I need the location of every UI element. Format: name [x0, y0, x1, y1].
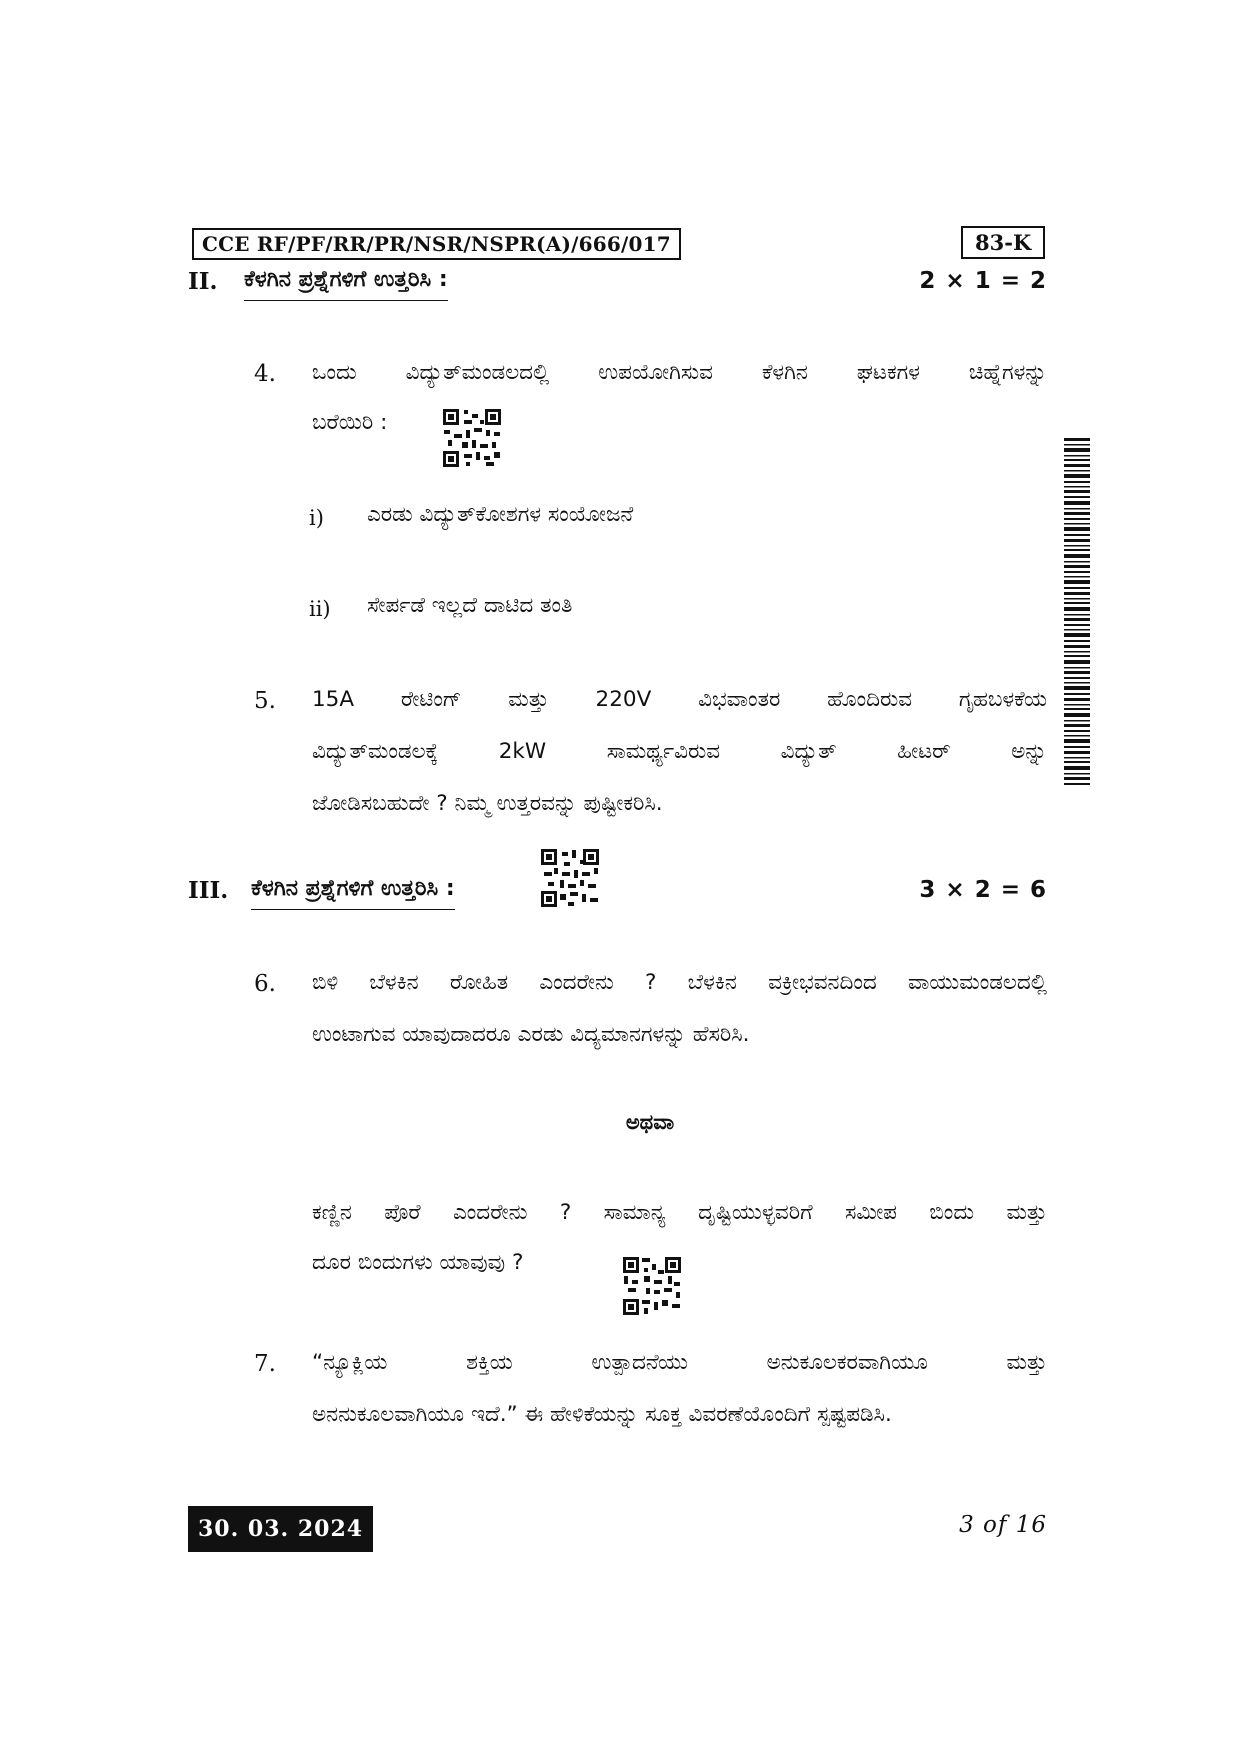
question-text: ಒಂದು ವಿದ್ಯುತ್‌ಮಂಡಲದಲ್ಲಿ ಉಪಯೋಗಿಸುವ ಕೆಳಗಿನ ಘಟಕಗಳ ಚಿಹ್ನೆಗಳನ್ನು — [312, 360, 1047, 385]
question-number: 6. — [254, 971, 276, 997]
question-text: ಜೋಡಿಸಬಹುದೇ ? ನಿಮ್ಮ ಉತ್ತರವನ್ನು ಪುಷ್ಟೀಕರಿಸಿ. — [312, 791, 663, 816]
question-number: 7. — [254, 1351, 276, 1377]
section-title: ಕೆಳಗಿನ ಪ್ರಶ್ನೆಗಳಿಗೆ ಉತ್ತರಿಸಿ : — [244, 267, 448, 301]
sub-question-text: ಸೇರ್ಪಡೆ ಇಲ್ಲದೆ ದಾಟಿದ ತಂತಿ — [367, 593, 573, 618]
question-text: ವಿದ್ಯುತ್‌ಮಂಡಲಕ್ಕೆ 2kW ಸಾಮರ್ಥ್ಯವಿರುವ ವಿದ್ಯುತ್ ಹೀಟರ್ ಅನ್ನು — [312, 739, 1047, 764]
question-text: ಬಿಳಿ ಬೆಳಕಿನ ರೋಹಿತ ಎಂದರೇನು ? ಬೆಳಕಿನ ವಕ್ರೀಭವನದಿಂದ ವಾಯುಮಂಡಲದಲ್ಲಿ — [312, 970, 1047, 995]
barcode-icon — [1064, 438, 1090, 788]
sub-question-text: ಎರಡು ವಿದ್ಯುತ್‌ಕೋಶಗಳ ಸಂಯೋಜನೆ — [367, 502, 634, 527]
qr-code-icon — [540, 848, 600, 908]
question-text: “ನ್ಯೂಕ್ಲಿಯ ಶಕ್ತಿಯ ಉತ್ಪಾದನೆಯು ಅನುಕೂಲಕರವಾಗಿಯೂ ಮತ್ತು — [312, 1350, 1047, 1375]
paper-number: 83-K — [961, 226, 1045, 259]
section-marks: 2 × 1 = 2 — [919, 268, 1047, 294]
question-text: ಅನನುಕೂಲವಾಗಿಯೂ ಇದೆ.” ಈ ಹೇಳಿಕೆಯನ್ನು ಸೂಕ್ತ ವಿವರಣೆಯೊಂದಿಗೆ ಸ್ಪಷ್ಟಪಡಿಸಿ. — [312, 1402, 892, 1427]
question-number: 5. — [254, 688, 276, 714]
sub-question-label: i) — [309, 506, 324, 530]
section-marks: 3 × 2 = 6 — [919, 877, 1047, 903]
question-text: ಉಂಟಾಗುವ ಯಾವುದಾದರೂ ಎರಡು ವಿದ್ಯಮಾನಗಳನ್ನು ಹೆಸರಿಸಿ. — [312, 1022, 750, 1047]
sub-question-label: ii) — [309, 597, 331, 621]
section-number: III. — [188, 877, 229, 904]
qr-code-icon — [622, 1256, 682, 1316]
question-text: ಕಣ್ಣಿನ ಪೊರೆ ಎಂದರೇನು ? ಸಾಮಾನ್ಯ ದೃಷ್ಟಿಯುಳ್ಳವರಿಗೆ ಸಮೀಪ ಬಿಂದು ಮತ್ತು — [312, 1200, 1047, 1225]
question-text: 15A ರೇಟಿಂಗ್ ಮತ್ತು 220V ವಿಭವಾಂತರ ಹೊಂದಿರುವ ಗೃಹಬಳಕೆಯ — [312, 687, 1047, 712]
qr-code-icon — [442, 408, 502, 468]
question-number: 4. — [254, 361, 276, 387]
paper-code: CCE RF/PF/RR/PR/NSR/NSPR(A)/666/017 — [192, 228, 681, 260]
question-text: ಬರೆಯಿರಿ : — [312, 410, 388, 435]
section-title: ಕೆಳಗಿನ ಪ್ರಶ್ನೆಗಳಿಗೆ ಉತ್ತರಿಸಿ : — [251, 876, 455, 910]
or-separator: ಅಥವಾ — [625, 1110, 675, 1134]
section-number: II. — [188, 268, 218, 295]
exam-date: 30. 03. 2024 — [188, 1506, 373, 1552]
page-number: 3 of 16 — [959, 1512, 1047, 1538]
question-text: ದೂರ ಬಿಂದುಗಳು ಯಾವುವು ? — [312, 1250, 524, 1275]
